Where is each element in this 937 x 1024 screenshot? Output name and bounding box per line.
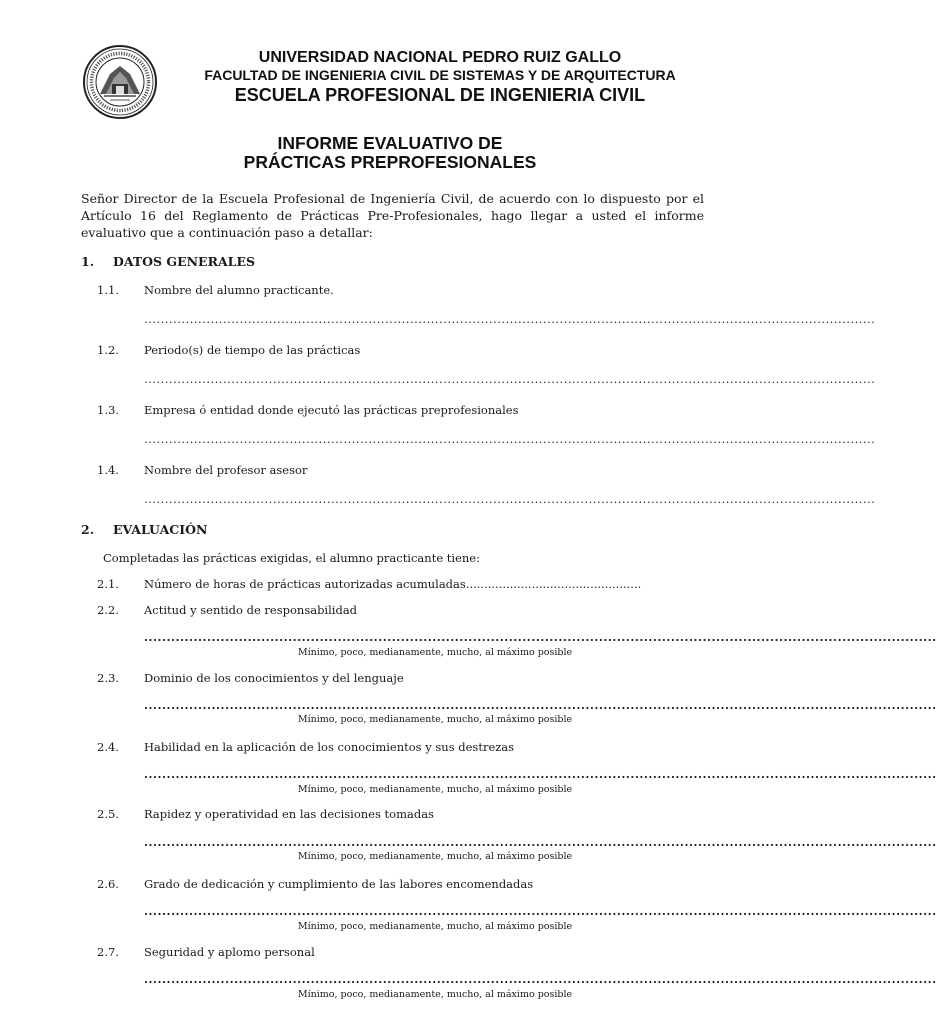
section-2-note: Completadas las prácticas exigidas, el alumno practicante tiene: xyxy=(103,551,480,565)
item-label: Actitud y sentido de responsabilidad xyxy=(144,603,358,617)
fill-in-line[interactable]: ................................................................................................................................................................................ xyxy=(144,904,937,918)
fill-in-line[interactable]: ................................................................................................................................................................................ xyxy=(144,372,876,386)
item-number: 1.2. xyxy=(97,343,119,357)
item-number: 2.2. xyxy=(97,603,119,617)
item-number: 2.4. xyxy=(97,740,119,754)
item-label[interactable]: Número de horas de prácticas autorizadas acumuladas................................................ xyxy=(144,577,642,591)
item-label: Grado de dedicación y cumplimiento de las labores encomendadas xyxy=(144,877,534,891)
item-number: 2.5. xyxy=(97,807,119,821)
document-title-line-2: PRÁCTICAS PREPROFESIONALES xyxy=(243,152,537,172)
item-label: Empresa ó entidad donde ejecutó las prácticas preprofesionales xyxy=(144,403,519,417)
section-title: EVALUACIÓN xyxy=(113,522,208,537)
item-number: 2.6. xyxy=(97,877,119,891)
scale-hint: Mínimo, poco, medianamente, mucho, al máximo posible xyxy=(297,851,573,862)
item-number: 1.3. xyxy=(97,403,119,417)
item-label: Rapidez y operatividad en las decisiones tomadas xyxy=(144,807,434,821)
section-number: 2. xyxy=(81,522,95,537)
fill-in-line[interactable]: ................................................................................................................................................................................ xyxy=(144,835,937,849)
fill-in-line[interactable]: ................................................................................................................................................................................ xyxy=(144,767,937,781)
item-number: 1.4. xyxy=(97,463,119,477)
section-title: DATOS GENERALES xyxy=(113,254,256,269)
university-name: UNIVERSIDAD NACIONAL PEDRO RUIZ GALLO xyxy=(258,49,622,66)
item-label: Habilidad en la aplicación de los conocimientos y sus destrezas xyxy=(144,740,515,754)
fill-in-line[interactable]: ................................................................................................................................................................................ xyxy=(144,492,876,506)
item-label: Periodo(s) de tiempo de las prácticas xyxy=(144,343,361,357)
fill-in-line[interactable]: ................................................................................................................................................................................ xyxy=(144,972,937,986)
scale-hint: Mínimo, poco, medianamente, mucho, al máximo posible xyxy=(297,784,573,795)
item-label: Nombre del alumno practicante. xyxy=(144,283,334,297)
item-label: Seguridad y aplomo personal xyxy=(144,945,315,959)
item-label: Nombre del profesor asesor xyxy=(144,463,308,477)
fill-in-line[interactable]: ................................................................................................................................................................................ xyxy=(144,432,876,446)
scale-hint: Mínimo, poco, medianamente, mucho, al máximo posible xyxy=(297,921,573,932)
item-number: 2.3. xyxy=(97,671,119,685)
scale-hint: Mínimo, poco, medianamente, mucho, al máximo posible xyxy=(297,989,573,1000)
section-number: 1. xyxy=(81,254,95,269)
school-name: ESCUELA PROFESIONAL DE INGENIERIA CIVIL xyxy=(234,85,646,105)
fill-in-line[interactable]: ................................................................................................................................................................................ xyxy=(144,698,937,712)
document-title-line-1: INFORME EVALUATIVO DE xyxy=(277,133,503,153)
item-number: 1.1. xyxy=(97,283,119,297)
item-number: 2.1. xyxy=(97,577,119,591)
scale-hint: Mínimo, poco, medianamente, mucho, al máximo posible xyxy=(297,647,573,658)
intro-paragraph: Señor Director de la Escuela Profesional de Ingeniería Civil, de acuerdo con lo dispuesto por el Artículo 16 del Reglamento de Prácticas Pre-Profesionales, hago llegar a usted el informe evaluativo que a continuación paso a detallar: xyxy=(81,191,704,240)
scale-hint: Mínimo, poco, medianamente, mucho, al máximo posible xyxy=(297,714,573,725)
item-number: 2.7. xyxy=(97,945,119,959)
fill-in-line[interactable]: ................................................................................................................................................................................ xyxy=(144,630,937,644)
faculty-name: FACULTAD DE INGENIERIA CIVIL DE SISTEMAS Y DE ARQUITECTURA xyxy=(204,67,676,83)
item-label: Dominio de los conocimientos y del lenguaje xyxy=(144,671,404,685)
fill-in-line[interactable]: ................................................................................................................................................................................ xyxy=(144,312,876,326)
